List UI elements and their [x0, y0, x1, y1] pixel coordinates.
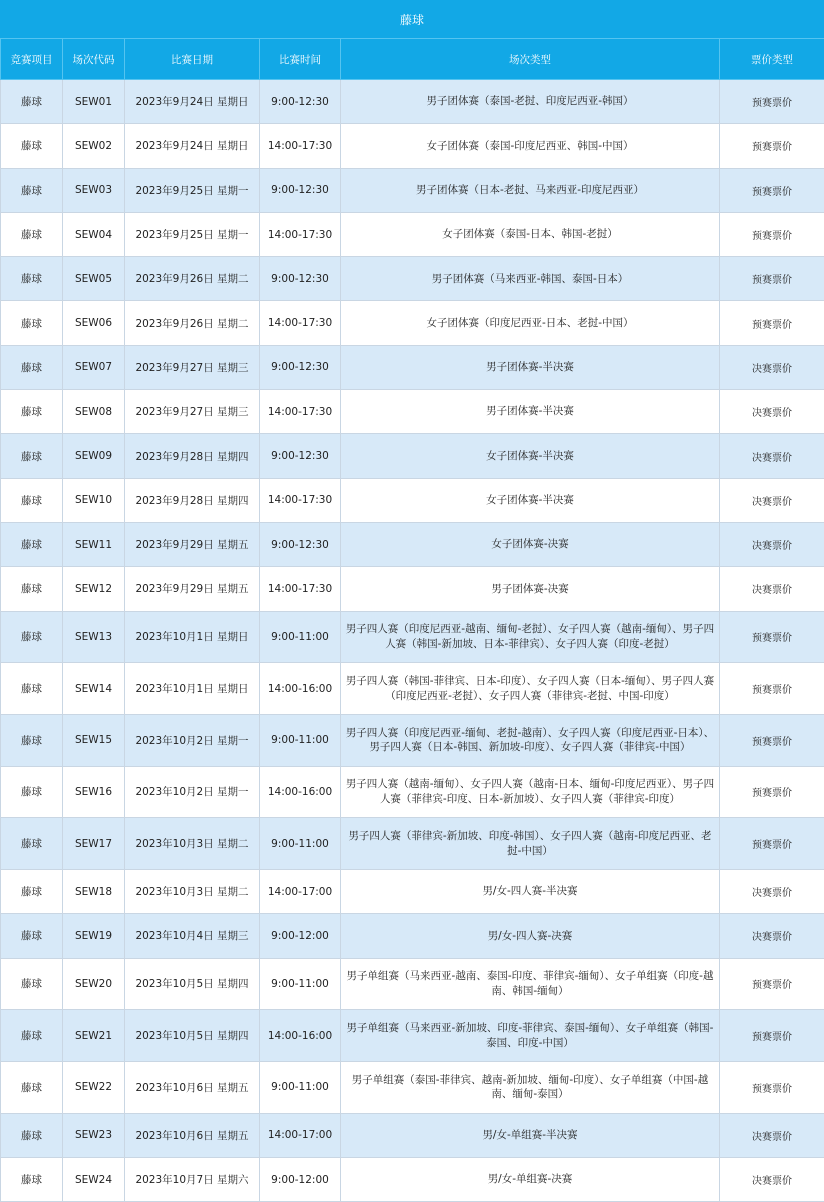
cell-code: SEW07	[63, 345, 125, 389]
table-row	[1, 1061, 824, 1113]
cell-sport: 藤球	[1, 714, 63, 766]
cell-event: 男子团体赛（日本-老挝、马来西亚-印度尼西亚）	[341, 168, 720, 212]
cell-event: 男子四人赛（韩国-菲律宾、日本-印度）、女子四人赛（日本-缅甸）、男子四人赛（印度尼西亚-老挝）、女子四人赛（菲律宾-老挝、中国-印度）	[341, 663, 720, 715]
cell-date: 2023年10月4日 星期三	[125, 914, 260, 958]
cell-time: 9:00-12:30	[260, 257, 341, 301]
cell-time: 14:00-17:30	[260, 567, 341, 611]
cell-date: 2023年10月7日 星期六	[125, 1157, 260, 1201]
cell-code: SEW17	[63, 818, 125, 870]
cell-event: 男/女-单组赛-半决赛	[341, 1113, 720, 1157]
cell-time: 9:00-11:00	[260, 958, 341, 1010]
cell-time: 14:00-17:00	[260, 1113, 341, 1157]
cell-date: 2023年9月28日 星期四	[125, 434, 260, 478]
cell-ticket: 预赛票价	[720, 80, 824, 124]
cell-time: 9:00-11:00	[260, 714, 341, 766]
table-row	[1, 714, 824, 766]
table-row	[1, 212, 824, 256]
table-row	[1, 257, 824, 301]
cell-code: SEW09	[63, 434, 125, 478]
cell-event: 男子单组赛（马来西亚-越南、泰国-印度、菲律宾-缅甸）、女子单组赛（印度-越南、韩国-缅甸）	[341, 958, 720, 1010]
cell-date: 2023年10月2日 星期一	[125, 714, 260, 766]
table-row	[1, 870, 824, 914]
cell-sport: 藤球	[1, 1061, 63, 1113]
cell-time: 14:00-17:30	[260, 212, 341, 256]
cell-code: SEW10	[63, 478, 125, 522]
cell-time: 14:00-17:30	[260, 124, 341, 168]
table-row	[1, 914, 824, 958]
cell-time: 14:00-17:00	[260, 870, 341, 914]
col-header-date: 比赛日期	[125, 39, 260, 80]
cell-time: 9:00-12:30	[260, 168, 341, 212]
table-row	[1, 818, 824, 870]
cell-ticket: 决赛票价	[720, 1157, 824, 1201]
cell-date: 2023年10月1日 星期日	[125, 663, 260, 715]
cell-ticket: 决赛票价	[720, 914, 824, 958]
cell-event: 男子单组赛（泰国-菲律宾、越南-新加坡、缅甸-印度）、女子单组赛（中国-越南、缅甸-泰国）	[341, 1061, 720, 1113]
cell-event: 男/女-四人赛-决赛	[341, 914, 720, 958]
cell-date: 2023年10月3日 星期二	[125, 818, 260, 870]
cell-code: SEW04	[63, 212, 125, 256]
cell-sport: 藤球	[1, 257, 63, 301]
cell-code: SEW19	[63, 914, 125, 958]
cell-sport: 藤球	[1, 611, 63, 663]
cell-ticket: 决赛票价	[720, 522, 824, 566]
cell-date: 2023年9月29日 星期五	[125, 567, 260, 611]
cell-date: 2023年10月5日 星期四	[125, 1010, 260, 1062]
cell-date: 2023年10月2日 星期一	[125, 766, 260, 818]
cell-date: 2023年10月6日 星期五	[125, 1061, 260, 1113]
col-header-event: 场次类型	[341, 39, 720, 80]
cell-code: SEW05	[63, 257, 125, 301]
cell-time: 14:00-17:30	[260, 478, 341, 522]
cell-date: 2023年9月25日 星期一	[125, 212, 260, 256]
cell-code: SEW02	[63, 124, 125, 168]
col-header-code: 场次代码	[63, 39, 125, 80]
cell-event: 女子团体赛-半决赛	[341, 478, 720, 522]
cell-event: 男子团体赛-半决赛	[341, 345, 720, 389]
table-row	[1, 390, 824, 434]
cell-date: 2023年9月24日 星期日	[125, 124, 260, 168]
table-row	[1, 1113, 824, 1157]
cell-code: SEW21	[63, 1010, 125, 1062]
table-row	[1, 611, 824, 663]
table-row	[1, 434, 824, 478]
cell-ticket: 预赛票价	[720, 1010, 824, 1062]
cell-sport: 藤球	[1, 1157, 63, 1201]
table-row	[1, 80, 824, 124]
cell-sport: 藤球	[1, 958, 63, 1010]
cell-date: 2023年9月24日 星期日	[125, 80, 260, 124]
cell-sport: 藤球	[1, 914, 63, 958]
cell-code: SEW23	[63, 1113, 125, 1157]
cell-sport: 藤球	[1, 567, 63, 611]
table-row	[1, 168, 824, 212]
cell-ticket: 决赛票价	[720, 478, 824, 522]
cell-time: 9:00-11:00	[260, 818, 341, 870]
cell-code: SEW03	[63, 168, 125, 212]
cell-ticket: 预赛票价	[720, 301, 824, 345]
cell-code: SEW08	[63, 390, 125, 434]
cell-time: 14:00-17:30	[260, 390, 341, 434]
cell-event: 男子四人赛（印度尼西亚-越南、缅甸-老挝）、女子四人赛（越南-缅甸）、男子四人赛（韩国-新加坡、日本-菲律宾）、女子四人赛（印度-老挝）	[341, 611, 720, 663]
col-header-time: 比赛时间	[260, 39, 341, 80]
cell-ticket: 预赛票价	[720, 124, 824, 168]
table-row	[1, 1010, 824, 1062]
cell-time: 14:00-16:00	[260, 663, 341, 715]
cell-event: 女子团体赛-半决赛	[341, 434, 720, 478]
cell-time: 9:00-12:00	[260, 1157, 341, 1201]
cell-sport: 藤球	[1, 1010, 63, 1062]
cell-code: SEW20	[63, 958, 125, 1010]
cell-date: 2023年9月25日 星期一	[125, 168, 260, 212]
cell-ticket: 预赛票价	[720, 611, 824, 663]
cell-code: SEW16	[63, 766, 125, 818]
cell-sport: 藤球	[1, 390, 63, 434]
cell-event: 女子团体赛（泰国-日本、韩国-老挝）	[341, 212, 720, 256]
cell-ticket: 预赛票价	[720, 663, 824, 715]
cell-event: 男/女-四人赛-半决赛	[341, 870, 720, 914]
cell-ticket: 预赛票价	[720, 766, 824, 818]
cell-event: 男子团体赛-半决赛	[341, 390, 720, 434]
cell-date: 2023年10月6日 星期五	[125, 1113, 260, 1157]
cell-sport: 藤球	[1, 434, 63, 478]
cell-time: 9:00-12:30	[260, 434, 341, 478]
cell-date: 2023年9月29日 星期五	[125, 522, 260, 566]
table-row	[1, 958, 824, 1010]
cell-ticket: 预赛票价	[720, 714, 824, 766]
cell-ticket: 预赛票价	[720, 212, 824, 256]
cell-ticket: 预赛票价	[720, 818, 824, 870]
table-row	[1, 301, 824, 345]
cell-event: 男子团体赛-决赛	[341, 567, 720, 611]
cell-date: 2023年9月27日 星期三	[125, 390, 260, 434]
cell-code: SEW12	[63, 567, 125, 611]
cell-time: 14:00-16:00	[260, 1010, 341, 1062]
cell-sport: 藤球	[1, 1113, 63, 1157]
cell-date: 2023年9月26日 星期二	[125, 257, 260, 301]
cell-date: 2023年9月26日 星期二	[125, 301, 260, 345]
cell-event: 女子团体赛（印度尼西亚-日本、老挝-中国）	[341, 301, 720, 345]
cell-event: 男子团体赛（马来西亚-韩国、泰国-日本）	[341, 257, 720, 301]
cell-ticket: 决赛票价	[720, 567, 824, 611]
cell-code: SEW24	[63, 1157, 125, 1201]
cell-time: 9:00-12:00	[260, 914, 341, 958]
cell-code: SEW06	[63, 301, 125, 345]
cell-event: 男子单组赛（马来西亚-新加坡、印度-菲律宾、泰国-缅甸）、女子单组赛（韩国-泰国、印度-中国）	[341, 1010, 720, 1062]
cell-sport: 藤球	[1, 522, 63, 566]
cell-code: SEW11	[63, 522, 125, 566]
table-row	[1, 522, 824, 566]
table-row	[1, 663, 824, 715]
cell-sport: 藤球	[1, 80, 63, 124]
cell-code: SEW01	[63, 80, 125, 124]
table-row	[1, 567, 824, 611]
cell-code: SEW22	[63, 1061, 125, 1113]
cell-code: SEW14	[63, 663, 125, 715]
cell-time: 9:00-11:00	[260, 1061, 341, 1113]
cell-sport: 藤球	[1, 818, 63, 870]
col-header-sport: 竞赛项目	[1, 39, 63, 80]
cell-sport: 藤球	[1, 124, 63, 168]
table-row	[1, 124, 824, 168]
cell-event: 男子团体赛（泰国-老挝、印度尼西亚-韩国）	[341, 80, 720, 124]
cell-date: 2023年9月27日 星期三	[125, 345, 260, 389]
cell-code: SEW18	[63, 870, 125, 914]
cell-sport: 藤球	[1, 766, 63, 818]
cell-sport: 藤球	[1, 301, 63, 345]
cell-code: SEW15	[63, 714, 125, 766]
cell-date: 2023年10月5日 星期四	[125, 958, 260, 1010]
cell-sport: 藤球	[1, 870, 63, 914]
header-row	[1, 39, 824, 80]
table-title: 藤球	[0, 0, 824, 38]
cell-ticket: 决赛票价	[720, 870, 824, 914]
cell-event: 男/女-单组赛-决赛	[341, 1157, 720, 1201]
cell-sport: 藤球	[1, 663, 63, 715]
cell-event: 女子团体赛（泰国-印度尼西亚、韩国-中国）	[341, 124, 720, 168]
cell-code: SEW13	[63, 611, 125, 663]
cell-time: 9:00-12:30	[260, 345, 341, 389]
cell-time: 9:00-12:30	[260, 80, 341, 124]
cell-sport: 藤球	[1, 212, 63, 256]
cell-ticket: 预赛票价	[720, 257, 824, 301]
table-row	[1, 1157, 824, 1201]
cell-event: 男子四人赛（菲律宾-新加坡、印度-韩国）、女子四人赛（越南-印度尼西亚、老挝-中国）	[341, 818, 720, 870]
cell-time: 9:00-12:30	[260, 522, 341, 566]
table-row	[1, 345, 824, 389]
cell-event: 女子团体赛-决赛	[341, 522, 720, 566]
cell-event: 男子四人赛（越南-缅甸）、女子四人赛（越南-日本、缅甸-印度尼西亚）、男子四人赛（菲律宾-印度、日本-新加坡）、女子四人赛（菲律宾-印度）	[341, 766, 720, 818]
table-row	[1, 766, 824, 818]
cell-ticket: 决赛票价	[720, 345, 824, 389]
cell-ticket: 决赛票价	[720, 434, 824, 478]
cell-ticket: 预赛票价	[720, 168, 824, 212]
cell-sport: 藤球	[1, 345, 63, 389]
cell-ticket: 决赛票价	[720, 1113, 824, 1157]
cell-time: 14:00-17:30	[260, 301, 341, 345]
cell-date: 2023年10月3日 星期二	[125, 870, 260, 914]
cell-event: 男子四人赛（印度尼西亚-缅甸、老挝-越南）、女子四人赛（印度尼西亚-日本）、男子四人赛（日本-韩国、新加坡-印度）、女子四人赛（菲律宾-中国）	[341, 714, 720, 766]
cell-sport: 藤球	[1, 168, 63, 212]
cell-time: 14:00-16:00	[260, 766, 341, 818]
col-header-ticket: 票价类型	[720, 39, 824, 80]
cell-ticket: 决赛票价	[720, 390, 824, 434]
cell-time: 9:00-11:00	[260, 611, 341, 663]
cell-sport: 藤球	[1, 478, 63, 522]
cell-date: 2023年10月1日 星期日	[125, 611, 260, 663]
cell-ticket: 预赛票价	[720, 1061, 824, 1113]
cell-date: 2023年9月28日 星期四	[125, 478, 260, 522]
schedule-table	[0, 38, 824, 1202]
table-row	[1, 478, 824, 522]
cell-ticket: 预赛票价	[720, 958, 824, 1010]
